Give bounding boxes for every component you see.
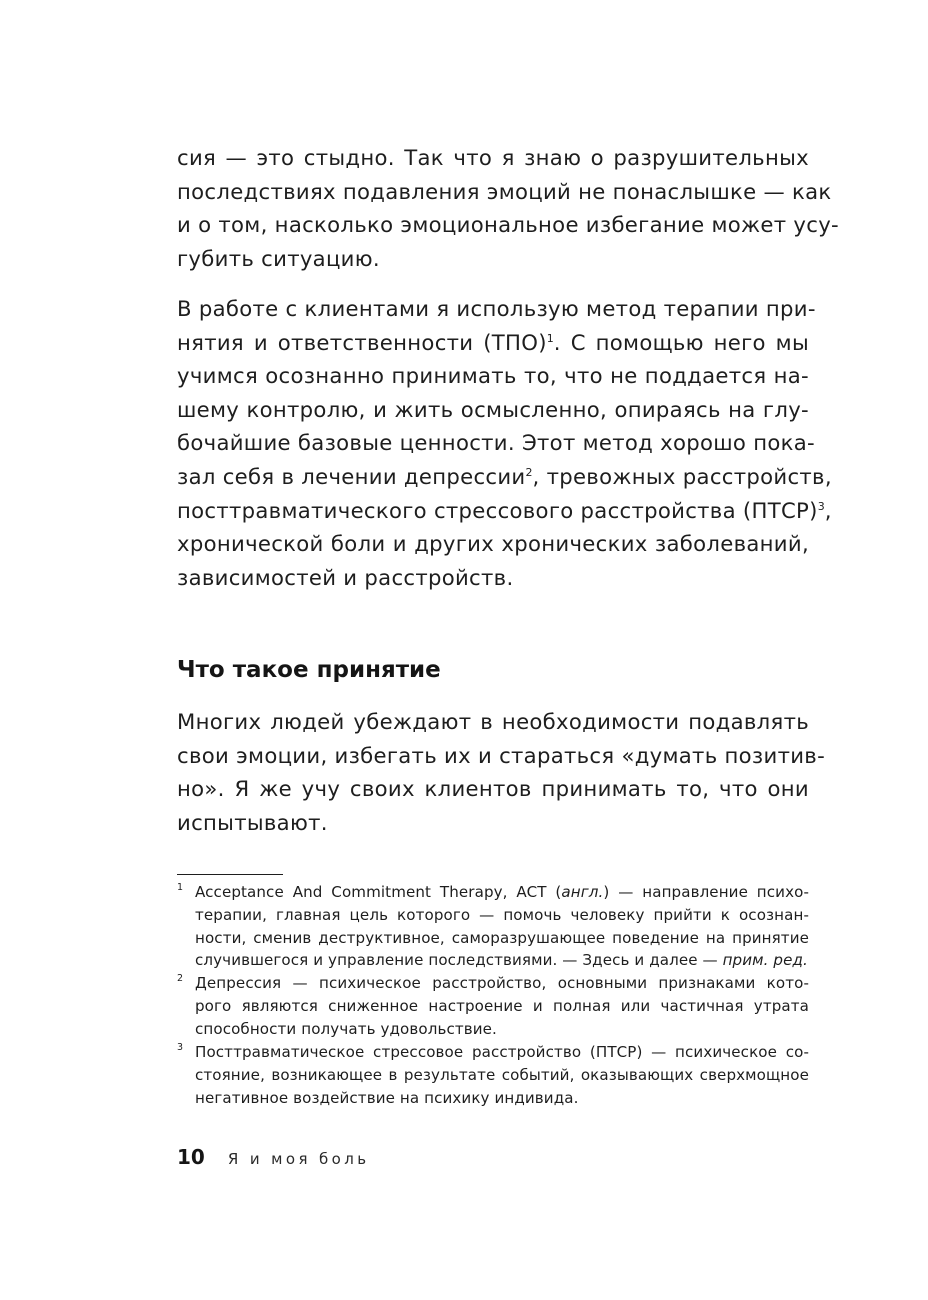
footnote-line: терапии, главная цель которого — помочь человеку прийти к осознан-: [195, 905, 809, 924]
text-line: [177, 326, 809, 360]
text-line: В работе с клиентами я использую метод терапии при-: [177, 296, 816, 321]
text-line: бочайшие базовые ценности. Этот метод хорошо пока-: [177, 430, 815, 456]
text-line: свои эмоции, избегать их и стараться «думать позитив-: [177, 742, 826, 768]
text-segment-italic: англ.: [561, 883, 604, 901]
text-segment: случившегося и управление последствиями. — Здесь и далее —: [195, 951, 723, 970]
footnote-text: [195, 881, 809, 972]
footnote-line: [195, 881, 809, 904]
footnote-line: ности, сменив деструктивное, саморазрушающее поведение на принятие: [195, 928, 809, 947]
footnote-line: Депрессия — психическое расстройство, основными признаками кото-: [195, 974, 809, 992]
footnote-divider: [177, 874, 283, 875]
text-segment: , тревожных расстройств,: [532, 463, 832, 489]
text-line: и о том, насколько эмоциональное избегание может усу-: [177, 212, 839, 238]
footnote-ref-1[interactable]: 1: [546, 331, 554, 345]
page-number: 10: [177, 1145, 205, 1169]
footnote-line: стояние, возникающее в результате событий, оказывающих сверхмощное: [195, 1065, 809, 1084]
text-segment: нятия и ответственности (ТПО): [177, 329, 547, 355]
text-line: последствиях подавления эмоций не понаслышке — как: [177, 178, 832, 204]
text-line: [177, 460, 832, 494]
text-segment: Acceptance And Commitment Therapy, ACT (: [195, 883, 562, 901]
footnote-number: 2: [177, 973, 184, 984]
text-line: испытывают.: [177, 809, 328, 835]
text-line: Многих людей убеждают в необходимости подавлять: [177, 709, 809, 734]
text-line: шему контролю, и жить осмысленно, опираясь на глу-: [177, 396, 809, 422]
running-title: Я и моя боль: [227, 1150, 370, 1168]
footnote-ref-2[interactable]: 2: [525, 465, 533, 479]
text-line: зависимостей и расстройств.: [177, 564, 514, 590]
footnote-line: Посттравматическое стрессовое расстройство (ПТСР) — психическое со-: [195, 1043, 809, 1061]
text-segment: посттравматического стрессового расстройства (ПТСР): [177, 497, 818, 523]
footnote-number: 3: [177, 1042, 184, 1053]
text-line: губить ситуацию.: [177, 245, 380, 271]
text-line: но». Я же учу своих клиентов принимать то, что они: [177, 776, 809, 802]
body-paragraph-1: [177, 141, 839, 275]
footnote-ref-3[interactable]: 3: [817, 499, 825, 513]
footnote-line: [195, 949, 809, 972]
text-segment: . С помощью него мы: [553, 329, 809, 355]
text-segment: ,: [824, 497, 832, 523]
footnote-line: способности получать удовольствие.: [195, 1019, 497, 1038]
footnote-text: [195, 972, 809, 1040]
body-paragraph-2: [177, 292, 832, 594]
page-footer: [177, 1143, 370, 1171]
body-paragraph-3: [177, 705, 826, 839]
text-segment-italic: прим. ред.: [722, 951, 808, 970]
text-segment: ) — направление психо-: [603, 883, 809, 901]
text-line: [177, 494, 832, 528]
footnote-text: [195, 1041, 809, 1109]
text-line: сия — это стыдно. Так что я знаю о разрушительных: [177, 145, 809, 170]
footnote-line: негативное воздействие на психику индивида.: [195, 1088, 579, 1107]
footnote-number: 1: [177, 882, 184, 893]
footnote-line: рого являются сниженное настроение и полная или частичная утрата: [195, 996, 809, 1015]
section-heading: Что такое принятие: [177, 657, 441, 683]
text-line: хронической боли и других хронических заболеваний,: [177, 531, 809, 557]
text-segment: зал себя в лечении депрессии: [177, 463, 526, 489]
text-line: учимся осознанно принимать то, что не поддается на-: [177, 363, 809, 389]
